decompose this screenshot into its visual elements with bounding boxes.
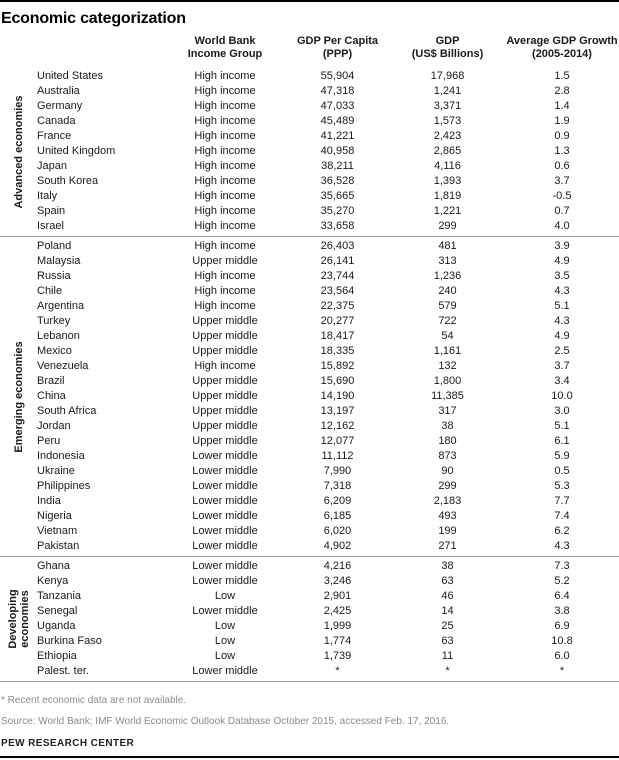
cell-country: Tanzania (37, 590, 82, 602)
cell-gdp-growth: 0.9 (554, 130, 570, 142)
cell-gdp: 199 (438, 525, 457, 537)
table-row (0, 634, 619, 649)
cell-gdp-growth: 0.5 (554, 465, 570, 477)
cell-gdp: 63 (441, 575, 454, 587)
cell-country: Poland (37, 240, 72, 252)
cell-gdp: 1,221 (433, 205, 462, 217)
cell-gdp-per-capita: 40,958 (320, 145, 355, 157)
cell-country: Ukraine (37, 465, 75, 477)
cell-gdp-growth: 4.9 (554, 330, 570, 342)
cell-gdp-growth: 5.9 (554, 450, 570, 462)
cell-gdp-per-capita: 15,892 (320, 360, 355, 372)
cell-gdp-growth: 0.6 (554, 160, 570, 172)
cell-gdp-per-capita: 35,665 (320, 190, 355, 202)
cell-gdp: 1,819 (433, 190, 462, 202)
cell-income-group: High income (194, 220, 256, 232)
cell-income-group: High income (194, 300, 256, 312)
cell-gdp-growth: 6.4 (554, 590, 570, 602)
cell-income-group: Low (214, 620, 236, 632)
cell-income-group: Low (214, 635, 236, 647)
cell-income-group: High income (194, 205, 256, 217)
cell-country: South Korea (37, 175, 99, 187)
cell-gdp: * (445, 665, 450, 677)
cell-country: Burkina Faso (37, 635, 102, 647)
cell-country: United Kingdom (37, 145, 116, 157)
cell-gdp: 2,183 (433, 495, 462, 507)
cell-income-group: Upper middle (192, 345, 258, 357)
cell-income-group: High income (194, 130, 256, 142)
cell-country: Argentina (37, 300, 85, 312)
cell-income-group: High income (194, 115, 256, 127)
table-header (0, 35, 619, 61)
cell-income-group: Upper middle (192, 330, 258, 342)
cell-income-group: Lower middle (192, 450, 258, 462)
cell-gdp: 38 (441, 420, 454, 432)
cell-gdp: 299 (438, 480, 457, 492)
column-header-gdp: GDP (US$ Billions) (411, 35, 484, 60)
cell-country: Nigeria (37, 510, 72, 522)
cell-country: France (37, 130, 72, 142)
cell-gdp: 299 (438, 220, 457, 232)
table-row (0, 589, 619, 604)
cell-gdp-growth: * (559, 665, 565, 677)
table-row (0, 559, 619, 574)
table-row (0, 299, 619, 314)
cell-gdp-growth: 5.1 (554, 420, 570, 432)
cell-country: Brazil (37, 375, 65, 387)
cell-income-group: High income (194, 160, 256, 172)
cell-gdp: 1,236 (433, 270, 462, 282)
cell-gdp-per-capita: 1,739 (323, 650, 352, 662)
cell-income-group: High income (194, 270, 256, 282)
cell-gdp: 63 (441, 635, 454, 647)
cell-gdp-per-capita: 7,318 (323, 480, 352, 492)
cell-gdp-growth: 4.0 (554, 220, 570, 232)
cell-income-group: High income (194, 175, 256, 187)
table-row (0, 84, 619, 99)
table-row (0, 269, 619, 284)
column-header-gdp-per-capita: GDP Per Capita (PPP) (296, 35, 379, 60)
cell-country: Jordan (37, 420, 71, 432)
cell-country: Kenya (37, 575, 69, 587)
cell-gdp-growth: 6.0 (554, 650, 570, 662)
cell-gdp-per-capita: 3,246 (323, 575, 352, 587)
cell-income-group: High income (194, 85, 256, 97)
group-advanced-economies (0, 67, 619, 236)
cell-income-group: Upper middle (192, 405, 258, 417)
cell-gdp: 313 (438, 255, 457, 267)
cell-gdp-growth: 1.9 (554, 115, 570, 127)
cell-income-group: Lower middle (192, 575, 258, 587)
cell-gdp: 722 (438, 315, 457, 327)
cell-gdp: 54 (441, 330, 454, 342)
cell-country: Russia (37, 270, 71, 282)
table-row (0, 374, 619, 389)
table-row (0, 604, 619, 619)
table-row (0, 314, 619, 329)
group-emerging-economies (0, 236, 619, 556)
table-row (0, 464, 619, 479)
cell-gdp-growth: 6.2 (554, 525, 570, 537)
table-row (0, 99, 619, 114)
cell-gdp-growth: -0.5 (552, 190, 572, 202)
cell-gdp-growth: 1.5 (554, 70, 570, 82)
cell-country: Palest. ter. (37, 665, 89, 677)
cell-income-group: Upper middle (192, 420, 258, 432)
cell-gdp: 240 (438, 285, 457, 297)
cell-income-group: Upper middle (192, 435, 258, 447)
cell-country: Italy (37, 190, 58, 202)
cell-gdp-per-capita: 26,403 (320, 240, 355, 252)
cell-country: Mexico (37, 345, 72, 357)
cell-income-group: Low (214, 650, 236, 662)
cell-income-group: High income (194, 285, 256, 297)
cell-gdp-per-capita: 6,209 (323, 495, 352, 507)
cell-gdp: 180 (438, 435, 457, 447)
cell-gdp-per-capita: 22,375 (320, 300, 355, 312)
cell-country: Senegal (37, 605, 78, 617)
cell-gdp: 1,241 (433, 85, 462, 97)
cell-country: Turkey (37, 315, 71, 327)
cell-income-group: Upper middle (192, 375, 258, 387)
table-row (0, 69, 619, 84)
cell-country: Peru (37, 435, 61, 447)
cell-gdp-growth: 3.0 (554, 405, 570, 417)
cell-gdp-growth: 3.7 (554, 360, 570, 372)
cell-gdp-per-capita: 7,990 (323, 465, 352, 477)
table-row (0, 479, 619, 494)
cell-gdp-per-capita: 35,270 (320, 205, 355, 217)
cell-gdp-growth: 7.3 (554, 560, 570, 572)
table-row (0, 449, 619, 464)
cell-gdp-growth: 6.1 (554, 435, 570, 447)
cell-gdp-growth: 4.9 (554, 255, 570, 267)
cell-income-group: High income (194, 145, 256, 157)
cell-gdp-per-capita: 15,690 (320, 375, 355, 387)
cell-gdp-per-capita: 1,774 (323, 635, 352, 647)
cell-gdp: 46 (441, 590, 454, 602)
bottom-rule (0, 756, 619, 758)
cell-gdp-per-capita: 18,335 (320, 345, 355, 357)
cell-country: Australia (37, 85, 80, 97)
cell-country: Malaysia (37, 255, 81, 267)
table-row (0, 494, 619, 509)
cell-gdp-per-capita: 47,318 (320, 85, 355, 97)
cell-country: Israel (37, 220, 64, 232)
cell-gdp-per-capita: 2,425 (323, 605, 352, 617)
cell-gdp: 4,116 (434, 160, 461, 172)
cell-gdp-growth: 10.0 (551, 390, 573, 402)
cell-income-group: Lower middle (192, 665, 258, 677)
table-body (0, 67, 619, 682)
table-row (0, 389, 619, 404)
cell-gdp-per-capita: 12,077 (320, 435, 355, 447)
cell-income-group: Lower middle (192, 560, 258, 572)
cell-gdp: 873 (438, 450, 457, 462)
cell-income-group: High income (194, 360, 256, 372)
cell-country: Vietnam (37, 525, 78, 537)
group-label-developing-economies: Developing economies (6, 589, 31, 649)
table-row (0, 189, 619, 204)
table-row (0, 174, 619, 189)
cell-country: Ghana (37, 560, 71, 572)
cell-gdp: 38 (441, 560, 454, 572)
cell-gdp-growth: 6.9 (554, 620, 570, 632)
cell-gdp-growth: 3.5 (554, 270, 570, 282)
cell-gdp: 481 (438, 240, 457, 252)
cell-gdp-growth: 5.2 (554, 575, 570, 587)
group-label-emerging-economies: Emerging economies (12, 340, 25, 453)
cell-gdp-growth: 3.7 (554, 175, 570, 187)
cell-income-group: Lower middle (192, 495, 258, 507)
cell-gdp-per-capita: 2,901 (323, 590, 352, 602)
table-row (0, 404, 619, 419)
cell-gdp: 1,161 (433, 345, 462, 357)
cell-income-group: Lower middle (192, 510, 258, 522)
cell-gdp-growth: 2.8 (554, 85, 570, 97)
cell-gdp-per-capita: 26,141 (320, 255, 355, 267)
table-row (0, 159, 619, 174)
source-line: Source: World Bank; IMF World Economic Outlook Database October 2015, accessed Feb. 17, 2016. (1, 716, 450, 727)
table-row (0, 359, 619, 374)
cell-income-group: High income (194, 70, 256, 82)
cell-income-group: Lower middle (192, 525, 258, 537)
table-row (0, 239, 619, 254)
cell-gdp-growth: 1.4 (554, 100, 570, 112)
footnote: * Recent economic data are not available. (1, 695, 187, 706)
cell-gdp: 2,423 (433, 130, 462, 142)
group-developing-economies (0, 556, 619, 681)
cell-gdp: 1,800 (433, 375, 462, 387)
cell-gdp-growth: 4.3 (554, 315, 570, 327)
cell-gdp: 17,968 (430, 70, 465, 82)
cell-gdp: 14 (441, 605, 454, 617)
table-row (0, 204, 619, 219)
table-row (0, 144, 619, 159)
table-row (0, 434, 619, 449)
cell-gdp-per-capita: 14,190 (320, 390, 355, 402)
cell-gdp-per-capita: 18,417 (320, 330, 355, 342)
cell-gdp: 1,393 (433, 175, 462, 187)
cell-income-group: Upper middle (192, 390, 258, 402)
cell-gdp-growth: 5.3 (554, 480, 570, 492)
cell-gdp-per-capita: 23,744 (320, 270, 355, 282)
cell-country: Lebanon (37, 330, 80, 342)
cell-gdp: 271 (438, 540, 457, 552)
cell-gdp-growth: 5.1 (554, 300, 570, 312)
cell-gdp-growth: 4.3 (554, 285, 570, 297)
cell-income-group: Lower middle (192, 605, 258, 617)
cell-country: China (37, 390, 66, 402)
cell-gdp-per-capita: 36,528 (320, 175, 355, 187)
cell-gdp-growth: 0.7 (554, 205, 570, 217)
cell-gdp-growth: 7.7 (554, 495, 570, 507)
cell-gdp-per-capita: * (335, 665, 340, 677)
cell-gdp-per-capita: 6,020 (323, 525, 352, 537)
table-row (0, 509, 619, 524)
table-row (0, 284, 619, 299)
table-row (0, 664, 619, 679)
cell-gdp-growth: 10.8 (551, 635, 573, 647)
table-row (0, 344, 619, 359)
table-row (0, 254, 619, 269)
cell-gdp: 132 (438, 360, 457, 372)
cell-country: United States (37, 70, 104, 82)
cell-gdp-per-capita: 20,277 (320, 315, 355, 327)
cell-gdp: 11 (441, 650, 454, 662)
cell-country: India (37, 495, 61, 507)
table-row (0, 114, 619, 129)
cell-country: Canada (37, 115, 76, 127)
cell-income-group: Lower middle (192, 480, 258, 492)
cell-country: Pakistan (37, 540, 80, 552)
cell-gdp-per-capita: 11,112 (321, 450, 354, 462)
cell-gdp-growth: 7.4 (554, 510, 570, 522)
cell-gdp: 2,865 (433, 145, 462, 157)
cell-country: Chile (37, 285, 63, 297)
cell-country: Spain (37, 205, 66, 217)
cell-gdp-per-capita: 1,999 (323, 620, 352, 632)
cell-gdp: 579 (438, 300, 457, 312)
cell-income-group: Lower middle (192, 540, 258, 552)
cell-country: South Africa (37, 405, 97, 417)
cell-gdp-per-capita: 4,902 (323, 540, 352, 552)
cell-gdp-per-capita: 38,211 (321, 160, 354, 172)
cell-gdp-per-capita: 4,216 (323, 560, 352, 572)
cell-country: Philippines (37, 480, 91, 492)
cell-gdp-per-capita: 6,185 (323, 510, 352, 522)
cell-country: Japan (37, 160, 67, 172)
cell-gdp-growth: 3.8 (554, 605, 570, 617)
cell-income-group: Lower middle (192, 465, 258, 477)
cell-gdp: 317 (438, 405, 457, 417)
cell-gdp-per-capita: 55,904 (320, 70, 355, 82)
cell-gdp: 90 (441, 465, 454, 477)
branding: PEW RESEARCH CENTER (1, 738, 135, 749)
table-row (0, 524, 619, 539)
cell-country: Indonesia (37, 450, 85, 462)
cell-gdp-growth: 2.5 (554, 345, 570, 357)
cell-gdp-growth: 3.9 (554, 240, 570, 252)
column-header-gdp-growth: Average GDP Growth (2005-2014) (506, 35, 618, 60)
cell-gdp-per-capita: 12,162 (320, 420, 355, 432)
column-header-income-group: World Bank Income Group (187, 35, 263, 60)
cell-income-group: High income (194, 100, 256, 112)
cell-country: Venezuela (37, 360, 89, 372)
cell-income-group: High income (194, 190, 256, 202)
cell-country: Uganda (37, 620, 76, 632)
cell-gdp: 11,385 (431, 390, 464, 402)
cell-gdp: 1,573 (433, 115, 462, 127)
cell-gdp-per-capita: 41,221 (320, 130, 355, 142)
cell-gdp: 25 (441, 620, 454, 632)
cell-income-group: Low (214, 590, 236, 602)
cell-gdp: 3,371 (433, 100, 462, 112)
table-row (0, 619, 619, 634)
table-row (0, 574, 619, 589)
cell-gdp-per-capita: 47,033 (320, 100, 355, 112)
cell-income-group: Upper middle (192, 255, 258, 267)
cell-income-group: Upper middle (192, 315, 258, 327)
cell-gdp-per-capita: 33,658 (320, 220, 355, 232)
group-label-advanced-economies: Advanced economies (12, 94, 25, 209)
cell-gdp: 493 (438, 510, 457, 522)
table-row (0, 129, 619, 144)
cell-gdp-growth: 3.4 (554, 375, 570, 387)
cell-gdp-growth: 1.3 (554, 145, 570, 157)
cell-country: Germany (37, 100, 83, 112)
table-row (0, 649, 619, 664)
table-row (0, 219, 619, 234)
cell-gdp-per-capita: 45,489 (320, 115, 355, 127)
cell-income-group: High income (194, 240, 256, 252)
table-row (0, 329, 619, 344)
table-row (0, 419, 619, 434)
cell-gdp-per-capita: 13,197 (320, 405, 355, 417)
cell-gdp-per-capita: 23,564 (320, 285, 355, 297)
table-row (0, 539, 619, 554)
page-title: Economic categorization (1, 10, 186, 27)
cell-gdp-growth: 4.3 (554, 540, 570, 552)
cell-country: Ethiopia (37, 650, 77, 662)
